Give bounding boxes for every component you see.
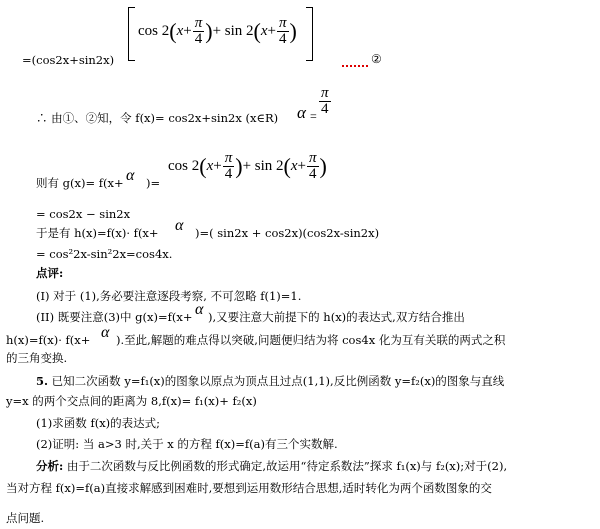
line-3-close: )= [146, 176, 161, 190]
line-11: 的三角变换. [6, 351, 68, 365]
alpha-symbol: α [175, 217, 184, 234]
analysis-line-2: 当对方程 f(x)=f(a)直接求解感到困难时,要想到运用数形结合思想,适时转化为两个函数图象的交 [6, 481, 492, 495]
right-bracket [306, 7, 313, 61]
line-8: (I) 对于 (1),务必要注意逐段考察, 不可忽略 f(1)=1. [36, 289, 302, 303]
problem-5-line-1: 5. 已知二次函数 y=f₁(x)的图象以原点为顶点且过点(1,1),反比例函数 y=f₂(x)的图象与直线 [36, 374, 505, 388]
circled-two: ② [371, 52, 382, 66]
alpha-symbol: α [297, 103, 306, 122]
spellcheck-squiggle [342, 62, 368, 67]
line-10-a: h(x)=f(x)· f(x+ [6, 333, 91, 347]
line-9-b: ),又要注意大前提下的 h(x)的表达式,双方结合推出 [208, 310, 465, 324]
line-2-text: ∴ 由①、②知，令 f(x)= cos2x+sin2x (x∈R) [36, 111, 279, 125]
problem-5-part-2: (2)证明: 当 a>3 时,关于 x 的方程 f(x)=f(a)有三个实数解. [36, 437, 338, 451]
line-6: = cos²2x-sin²2x=cos4x. [36, 247, 173, 261]
alpha-symbol: α [126, 167, 135, 184]
line-3-prefix: 则有 g(x)= f(x+ [36, 176, 124, 190]
analysis-line-1: 分析: 由于二次函数与反比例函数的形式确定,故运用“待定系数法”探求 f₁(x)与 f₂(x);对于(2), [36, 459, 508, 473]
line-5-a: 于是有 h(x)=f(x)· f(x+ [36, 226, 159, 240]
line-9-a: (II) 既要注意(3)中 g(x)=f(x+ [36, 310, 193, 324]
line-10-b: ).至此,解题的难点得以突破,问题便归结为将 cos4x 化为互有关联的两式之积 [116, 333, 506, 347]
alpha-fraction: $\frac{\pi}{4}$ [321, 85, 329, 117]
line-5-b: )=( sin2x + cos2x)(cos2x-sin2x) [195, 226, 380, 240]
alpha-symbol: α [195, 301, 204, 318]
line-1-prefix: =(cos2x+sin2x) [22, 53, 115, 67]
line-1-math: cos 2(x+ $\frac{\pi}{4}$ )+ sin 2(x+ $\frac{\pi}{4}$ ) [138, 15, 297, 48]
line-3-math: cos 2(x+ $\frac{\pi}{4}$ )+ sin 2(x+ $\frac{\pi}{4}$ ) [168, 150, 327, 183]
line-4: = cos2x − sin2x [36, 207, 131, 221]
alpha-equals: = [310, 109, 317, 123]
problem-5-line-2: y=x 的两个交点间的距离为 8,f(x)= f₁(x)+ f₂(x) [6, 394, 257, 408]
pi-over-4-fraction: $\frac{\pi}{4}$ [194, 15, 203, 48]
analysis-line-3: 点问题. [6, 511, 45, 525]
alpha-symbol: α [101, 324, 110, 341]
comment-heading: 点评: [36, 266, 64, 280]
problem-5-part-1: (1)求函数 f(x)的表达式; [36, 416, 161, 430]
pi-over-4-fraction: $\frac{\pi}{4}$ [279, 15, 287, 48]
left-bracket [128, 7, 135, 61]
